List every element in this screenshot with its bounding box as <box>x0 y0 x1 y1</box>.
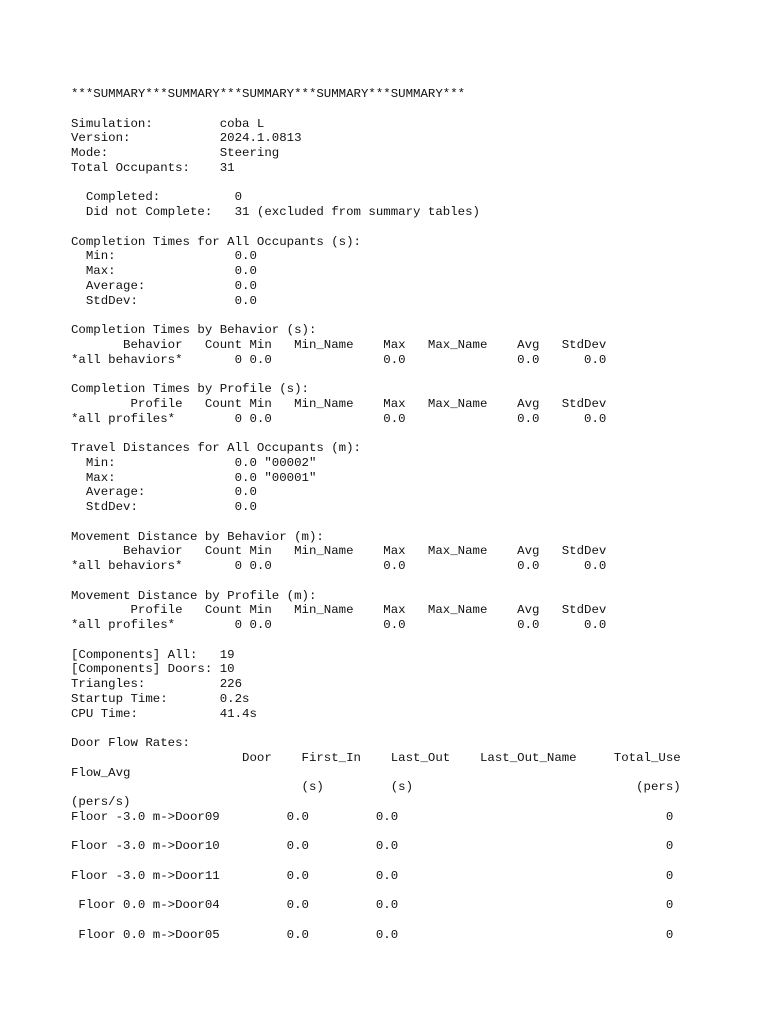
report-line: Behavior Count Min Min_Name Max Max_Name Avg StdDev <box>71 337 607 352</box>
report-line: Total Occupants: 31 <box>71 160 235 175</box>
blank-line <box>71 308 751 323</box>
report-line: Simulation: coba L <box>71 116 265 131</box>
report-line: CPU Time: 41.4s <box>71 706 257 721</box>
report-line: *all behaviors* 0 0.0 0.0 0.0 0.0 <box>71 352 607 367</box>
report-line: Flow_Avg <box>71 765 131 780</box>
report-line: *all profiles* 0 0.0 0.0 0.0 0.0 <box>71 411 607 426</box>
report-line: Version: 2024.1.0813 <box>71 131 302 146</box>
report-line: [Components] Doors: 10 <box>71 662 235 677</box>
report-line: (pers/s) <box>71 795 131 809</box>
blank-line <box>71 176 751 191</box>
report-line: Floor 0.0 m->Door04 0.0 0.0 0 <box>71 898 674 913</box>
report-line: Floor 0.0 m->Door05 0.0 0.0 0 <box>71 927 674 942</box>
report-line: Door First_In Last_Out Last_Out_Name Total_Use <box>71 750 681 765</box>
report-line: Max: 0.0 <box>71 264 257 278</box>
report-line: Completed: 0 <box>71 190 243 205</box>
blank-line <box>71 426 751 441</box>
report-line: Mode: Steering <box>71 146 280 160</box>
report-line: Floor -3.0 m->Door09 0.0 0.0 0 <box>71 809 674 824</box>
blank-line <box>71 884 751 899</box>
blank-line <box>71 102 751 117</box>
report-line: Door Flow Rates: <box>71 736 190 750</box>
report-line: *all profiles* 0 0.0 0.0 0.0 0.0 <box>71 618 607 632</box>
report-line: ***SUMMARY***SUMMARY***SUMMARY***SUMMARY***SUMMARY*** <box>71 87 466 101</box>
blank-line <box>71 220 751 235</box>
summary-report <box>71 87 751 943</box>
report-line: Profile Count Min Min_Name Max Max_Name Avg StdDev <box>71 396 607 411</box>
blank-line <box>71 854 751 869</box>
blank-line <box>71 633 751 648</box>
report-line: Min: 0.0 <box>71 249 257 264</box>
blank-line <box>71 913 751 928</box>
report-line: Did not Complete: 31 (excluded from summary tables) <box>71 205 480 219</box>
report-line: StdDev: 0.0 <box>71 500 257 514</box>
report-line: Profile Count Min Min_Name Max Max_Name Avg StdDev <box>71 603 607 618</box>
report-line: Average: 0.0 <box>71 278 257 293</box>
report-line: Floor -3.0 m->Door11 0.0 0.0 0 <box>71 868 674 883</box>
report-line: Behavior Count Min Min_Name Max Max_Name Avg StdDev <box>71 544 607 559</box>
report-line: (s) (s) (pers) <box>71 780 681 795</box>
report-line: Average: 0.0 <box>71 485 257 500</box>
report-line: *all behaviors* 0 0.0 0.0 0.0 0.0 <box>71 559 607 573</box>
report-line: Movement Distance by Profile (m): <box>71 588 317 603</box>
report-line: Completion Times by Profile (s): <box>71 382 309 396</box>
report-line: Startup Time: 0.2s <box>71 691 250 706</box>
report-line: Travel Distances for All Occupants (m): <box>71 441 361 455</box>
blank-line <box>71 367 751 382</box>
blank-line <box>71 574 751 589</box>
blank-line <box>71 721 751 736</box>
blank-line <box>71 515 751 530</box>
report-line: Max: 0.0 "00001" <box>71 470 317 485</box>
report-line: [Components] All: 19 <box>71 647 235 662</box>
report-line: Completion Times by Behavior (s): <box>71 323 317 337</box>
report-line: StdDev: 0.0 <box>71 293 257 308</box>
report-line: Completion Times for All Occupants (s): <box>71 234 361 249</box>
report-line: Min: 0.0 "00002" <box>71 455 317 470</box>
report-line: Floor -3.0 m->Door10 0.0 0.0 0 <box>71 839 674 854</box>
report-line: Movement Distance by Behavior (m): <box>71 529 324 544</box>
blank-line <box>71 825 751 840</box>
report-line: Triangles: 226 <box>71 677 243 691</box>
